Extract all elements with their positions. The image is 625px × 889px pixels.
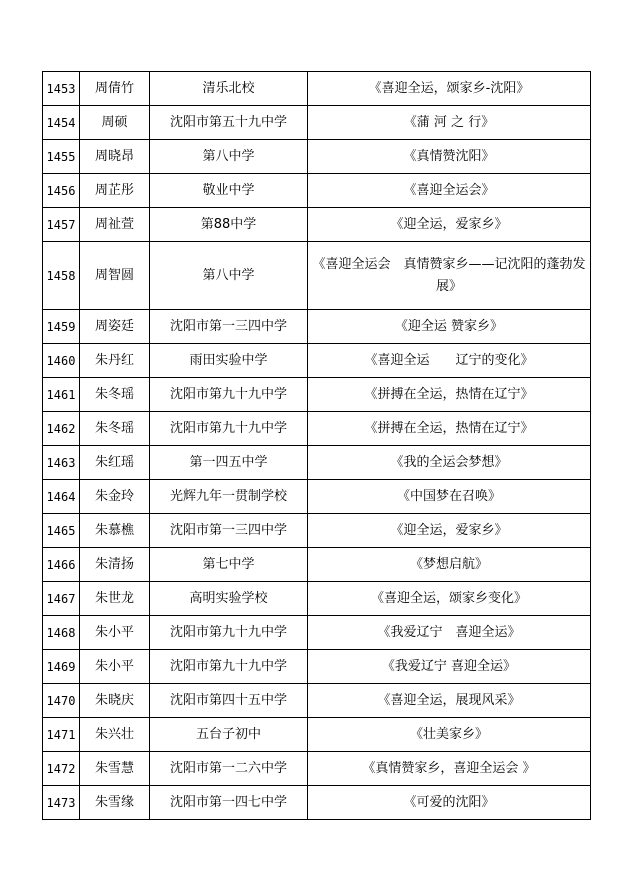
work-title: 《拼搏在全运，热情在辽宁》 bbox=[308, 378, 591, 412]
student-name: 朱清扬 bbox=[80, 548, 150, 582]
table-row bbox=[43, 378, 591, 412]
student-name: 周智圆 bbox=[80, 242, 150, 310]
work-title: 《喜迎全运，颂家乡-沈阳》 bbox=[308, 72, 591, 106]
student-name: 朱金玲 bbox=[80, 480, 150, 514]
work-title: 《喜迎全运，展现风采》 bbox=[308, 684, 591, 718]
entry-number: 1460 bbox=[43, 344, 80, 378]
entry-number: 1465 bbox=[43, 514, 80, 548]
table-row bbox=[43, 786, 591, 820]
student-name: 朱小平 bbox=[80, 616, 150, 650]
table-row bbox=[43, 718, 591, 752]
entry-number: 1468 bbox=[43, 616, 80, 650]
entry-number: 1459 bbox=[43, 310, 80, 344]
school-name: 光辉九年一贯制学校 bbox=[150, 480, 308, 514]
entry-number: 1461 bbox=[43, 378, 80, 412]
school-name: 沈阳市第四十五中学 bbox=[150, 684, 308, 718]
entries-table bbox=[42, 71, 591, 820]
table-row bbox=[43, 72, 591, 106]
table-row bbox=[43, 412, 591, 446]
table-row bbox=[43, 174, 591, 208]
table-row bbox=[43, 106, 591, 140]
entry-number: 1454 bbox=[43, 106, 80, 140]
work-title: 《喜迎全运，颂家乡变化》 bbox=[308, 582, 591, 616]
work-title: 《可爱的沈阳》 bbox=[308, 786, 591, 820]
student-name: 周祉萱 bbox=[80, 208, 150, 242]
school-name: 第七中学 bbox=[150, 548, 308, 582]
entry-number: 1472 bbox=[43, 752, 80, 786]
school-name: 沈阳市第九十九中学 bbox=[150, 378, 308, 412]
student-name: 周姿廷 bbox=[80, 310, 150, 344]
student-name: 朱红瑶 bbox=[80, 446, 150, 480]
entry-number: 1463 bbox=[43, 446, 80, 480]
table-row bbox=[43, 446, 591, 480]
student-name: 朱晓庆 bbox=[80, 684, 150, 718]
student-name: 周晓昂 bbox=[80, 140, 150, 174]
entry-number: 1455 bbox=[43, 140, 80, 174]
table-row bbox=[43, 140, 591, 174]
work-title: 《壮美家乡》 bbox=[308, 718, 591, 752]
entry-number: 1453 bbox=[43, 72, 80, 106]
school-name: 沈阳市第五十九中学 bbox=[150, 106, 308, 140]
work-title: 《迎全运，爱家乡》 bbox=[308, 208, 591, 242]
table-row bbox=[43, 310, 591, 344]
school-name: 沈阳市第一三四中学 bbox=[150, 514, 308, 548]
table-row bbox=[43, 582, 591, 616]
school-name: 第八中学 bbox=[150, 242, 308, 310]
school-name: 五台子初中 bbox=[150, 718, 308, 752]
school-name: 敬业中学 bbox=[150, 174, 308, 208]
work-title: 《迎全运 赞家乡》 bbox=[308, 310, 591, 344]
student-name: 周硕 bbox=[80, 106, 150, 140]
school-name: 第88中学 bbox=[150, 208, 308, 242]
work-title: 《我爱辽宁 喜迎全运》 bbox=[308, 650, 591, 684]
school-name: 雨田实验中学 bbox=[150, 344, 308, 378]
student-name: 朱兴壮 bbox=[80, 718, 150, 752]
school-name: 清乐北校 bbox=[150, 72, 308, 106]
entries-table-body bbox=[43, 72, 591, 820]
student-name: 周芷彤 bbox=[80, 174, 150, 208]
school-name: 沈阳市第九十九中学 bbox=[150, 616, 308, 650]
student-name: 朱冬瑶 bbox=[80, 412, 150, 446]
work-title: 《真情赞家乡，喜迎全运会 》 bbox=[308, 752, 591, 786]
student-name: 朱雪缘 bbox=[80, 786, 150, 820]
entry-number: 1456 bbox=[43, 174, 80, 208]
student-name: 朱雪慧 bbox=[80, 752, 150, 786]
student-name: 朱慕樵 bbox=[80, 514, 150, 548]
school-name: 高明实验学校 bbox=[150, 582, 308, 616]
work-title: 《迎全运，爱家乡》 bbox=[308, 514, 591, 548]
table-row bbox=[43, 514, 591, 548]
table-row bbox=[43, 242, 591, 310]
work-title: 《梦想启航》 bbox=[308, 548, 591, 582]
work-title: 《中国梦在召唤》 bbox=[308, 480, 591, 514]
entry-number: 1462 bbox=[43, 412, 80, 446]
work-title: 《喜迎全运 辽宁的变化》 bbox=[308, 344, 591, 378]
student-name: 朱小平 bbox=[80, 650, 150, 684]
school-name: 第一四五中学 bbox=[150, 446, 308, 480]
school-name: 沈阳市第九十九中学 bbox=[150, 412, 308, 446]
entry-number: 1469 bbox=[43, 650, 80, 684]
entry-number: 1466 bbox=[43, 548, 80, 582]
table-row bbox=[43, 616, 591, 650]
work-title: 《喜迎全运会》 bbox=[308, 174, 591, 208]
work-title: 《我爱辽宁 喜迎全运》 bbox=[308, 616, 591, 650]
student-name: 朱冬瑶 bbox=[80, 378, 150, 412]
school-name: 第八中学 bbox=[150, 140, 308, 174]
student-name: 朱世龙 bbox=[80, 582, 150, 616]
work-title: 《我的全运会梦想》 bbox=[308, 446, 591, 480]
entry-number: 1457 bbox=[43, 208, 80, 242]
entry-number: 1473 bbox=[43, 786, 80, 820]
entry-number: 1471 bbox=[43, 718, 80, 752]
table-row bbox=[43, 684, 591, 718]
school-name: 沈阳市第一三四中学 bbox=[150, 310, 308, 344]
student-name: 朱丹红 bbox=[80, 344, 150, 378]
entry-number: 1467 bbox=[43, 582, 80, 616]
table-row bbox=[43, 548, 591, 582]
table-row bbox=[43, 208, 591, 242]
entry-number: 1458 bbox=[43, 242, 80, 310]
school-name: 沈阳市第一四七中学 bbox=[150, 786, 308, 820]
table-row bbox=[43, 480, 591, 514]
table-row bbox=[43, 344, 591, 378]
entry-number: 1464 bbox=[43, 480, 80, 514]
table-row bbox=[43, 752, 591, 786]
work-title: 《喜迎全运会 真情赞家乡——记沈阳的蓬勃发展》 bbox=[308, 242, 591, 310]
work-title: 《真情赞沈阳》 bbox=[308, 140, 591, 174]
entry-number: 1470 bbox=[43, 684, 80, 718]
table-row bbox=[43, 650, 591, 684]
school-name: 沈阳市第九十九中学 bbox=[150, 650, 308, 684]
student-name: 周倩竹 bbox=[80, 72, 150, 106]
work-title: 《蒲 河 之 行》 bbox=[308, 106, 591, 140]
work-title: 《拼搏在全运，热情在辽宁》 bbox=[308, 412, 591, 446]
school-name: 沈阳市第一二六中学 bbox=[150, 752, 308, 786]
